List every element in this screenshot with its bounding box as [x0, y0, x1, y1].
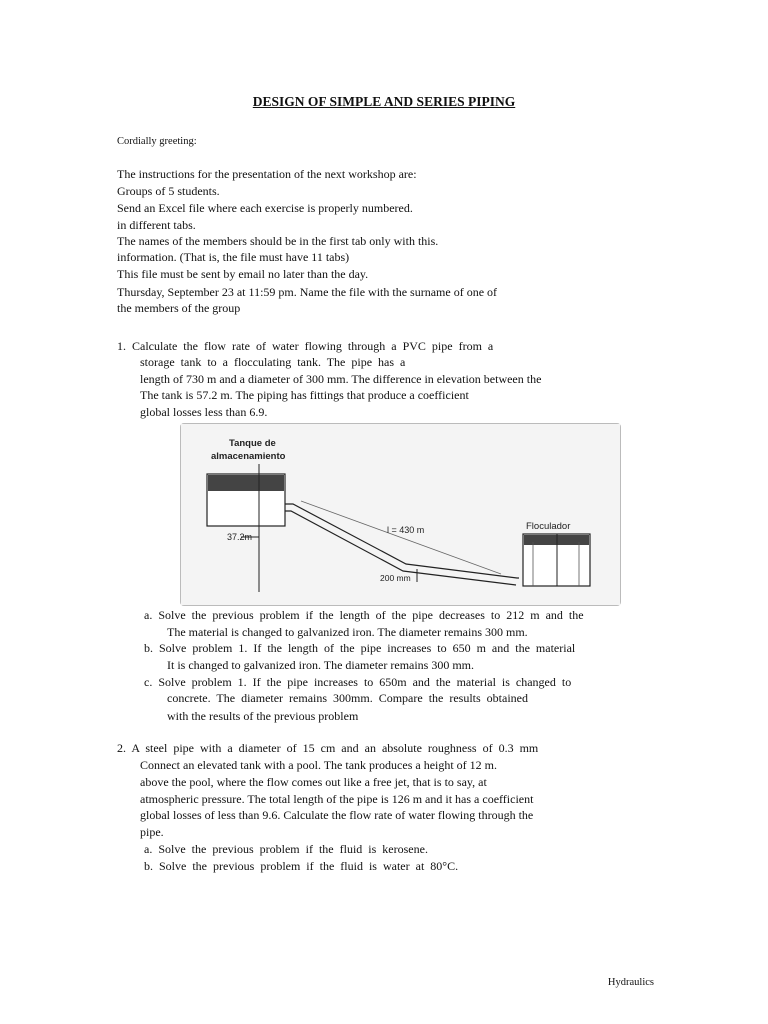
- flocculator-label: Floculador: [526, 521, 571, 532]
- tank-label-2: almacenamiento: [211, 451, 286, 462]
- length-label: l = 430 m: [387, 525, 425, 535]
- piping-diagram: [180, 423, 621, 606]
- tank-water-fill: [208, 475, 284, 491]
- subitem-line: c. Solve problem 1. If the pipe increases to 650m and the material is changed to: [144, 675, 572, 689]
- subitem-line: a. Solve the previous problem if the fluid is kerosene.: [144, 842, 428, 856]
- piping-diagram-svg: [181, 424, 620, 605]
- diameter-label: 200 mm: [380, 573, 411, 583]
- subitem-line: b. Solve problem 1. If the length of the pipe increases to 650 m and the material: [144, 641, 576, 655]
- subitem-line: b. Solve the previous problem if the fluid is water at 80°C.: [144, 859, 459, 873]
- problem-line: 2. A steel pipe with a diameter of 15 cm and an absolute roughness of 0.3 mm: [117, 741, 539, 755]
- instruction-line: The names of the members should be in the first tab only with this.: [117, 234, 439, 248]
- problem-line: above the pool, where the flow comes out like a free jet, that is to say, at: [140, 775, 487, 789]
- instruction-line: This file must be sent by email no later than the day.: [117, 267, 369, 281]
- instruction-line: Thursday, September 23 at 11:59 pm. Name the file with the surname of one of: [117, 285, 498, 299]
- problem-line: Connect an elevated tank with a pool. The tank produces a height of 12 m.: [140, 758, 498, 772]
- subitem-line: a. Solve the previous problem if the length of the pipe decreases to 212 m and the: [144, 608, 584, 622]
- problem-line: The tank is 57.2 m. The piping has fittings that produce a coefficient: [140, 388, 469, 402]
- problem-line: atmospheric pressure. The total length of the pipe is 126 m and it has a coefficient: [140, 792, 534, 806]
- instruction-line: Send an Excel file where each exercise is properly numbered.: [117, 201, 413, 215]
- elevation-label: 37.2m: [227, 532, 253, 542]
- footer-label: Hydraulics: [607, 977, 654, 988]
- greeting: Cordially greeting:: [117, 136, 197, 147]
- problem-line: length of 730 m and a diameter of 300 mm. The difference in elevation between the: [140, 372, 542, 386]
- instruction-line: the members of the group: [117, 301, 241, 315]
- problem-line: global losses less than 6.9.: [140, 405, 268, 419]
- subitem-line: The material is changed to galvanized iron. The diameter remains 300 mm.: [167, 625, 528, 639]
- instruction-line: in different tabs.: [117, 218, 196, 232]
- problem-line: 1. Calculate the flow rate of water flowing through a PVC pipe from a: [117, 339, 494, 353]
- instruction-line: Groups of 5 students.: [117, 184, 220, 198]
- problem-line: pipe.: [140, 825, 164, 839]
- instruction-line: information. (That is, the file must have 11 tabs): [117, 250, 350, 264]
- subitem-line: concrete. The diameter remains 300mm. Compare the results obtained: [167, 691, 529, 705]
- instruction-line: The instructions for the presentation of the next workshop are:: [117, 167, 417, 181]
- subitem-line: It is changed to galvanized iron. The diameter remains 300 mm.: [167, 658, 475, 672]
- tank-label-1: Tanque de: [229, 438, 276, 449]
- subitem-line: with the results of the previous problem: [167, 709, 359, 723]
- problem-line: global losses of less than 9.6. Calculate the flow rate of water flowing through the: [140, 808, 534, 822]
- problem-line: storage tank to a flocculating tank. The pipe has a: [140, 355, 406, 369]
- page-title: DESIGN OF SIMPLE AND SERIES PIPING: [252, 94, 516, 109]
